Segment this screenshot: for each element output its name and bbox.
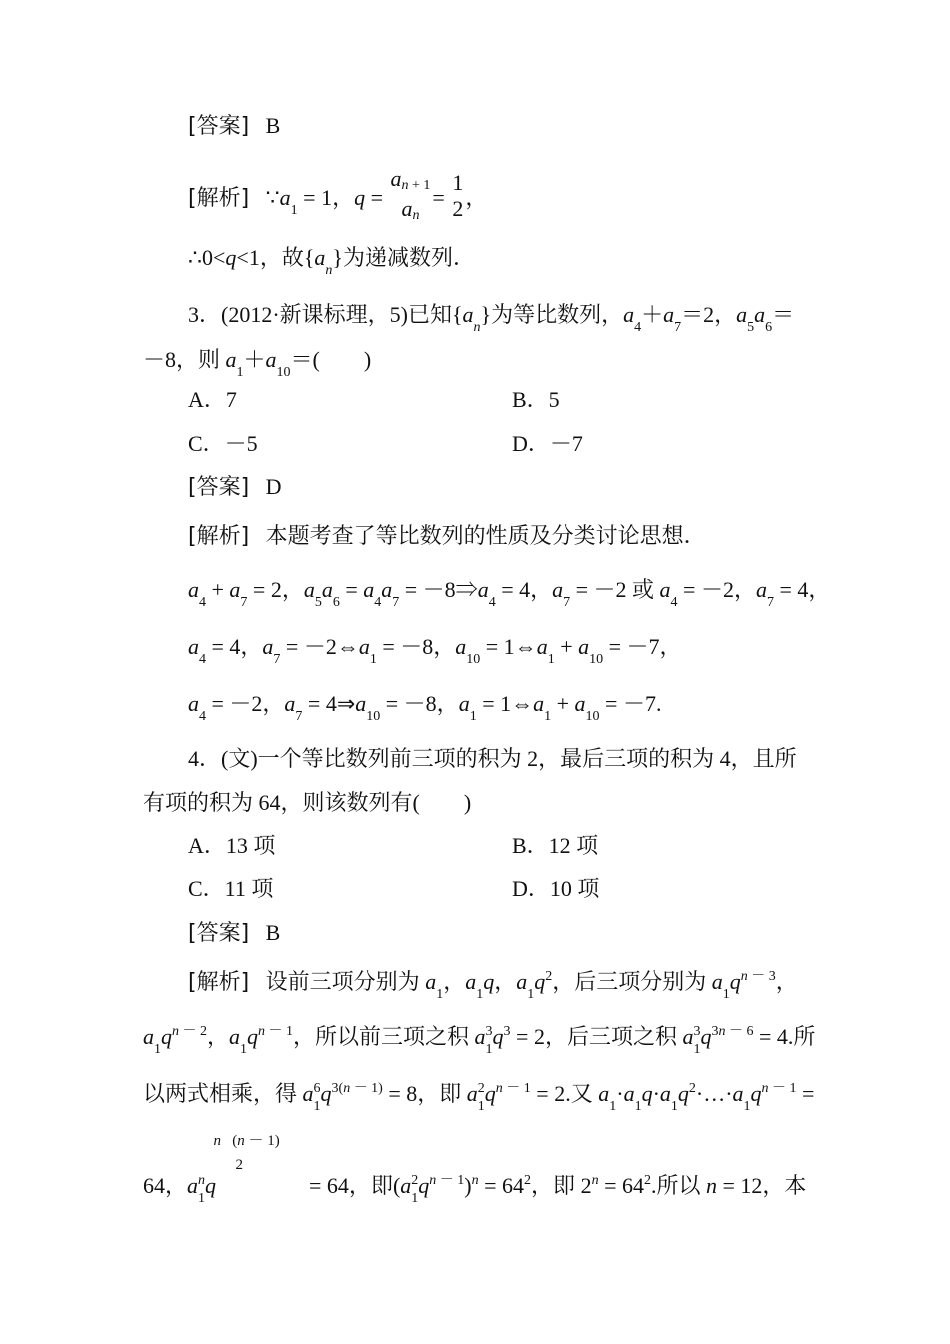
- solution-text: 本题考查了等比数列的性质及分类讨论思想．: [265, 524, 706, 549]
- solution-line-1: [188, 166, 488, 230]
- solution-case-line-2: $a_4 = 4$，$a_7$ = $-2\Leftrightarrow a_1 = -8$，$a_{10}$ = $1\Leftrightarrow a_1 + a_{10} = -7$，: [188, 634, 682, 667]
- solution-line-2: [188, 522, 706, 551]
- answer-value: B: [265, 920, 281, 945]
- option-c: C．－5: [188, 431, 258, 456]
- solution-case-line-3: $a_4 = -2$，$a_7$ = $4\Rightarrow a_{10} = -8$，$a_1$ = $1\Leftrightarrow a_1 + a_{10} = -7$.: [188, 691, 662, 724]
- answer-line-3: [188, 919, 280, 948]
- option-a: A．7: [188, 387, 237, 412]
- solution-tag: [解析]: [188, 524, 250, 549]
- answer-line-1: [188, 112, 280, 141]
- solution-line-3: [解析] 设前三项分别为 $a_1$，$a_1q$，$a_1q^2$，后三项分别为 $a_1q^{n - 3}$，: [188, 969, 798, 1002]
- solution-line-4: $a_1q^{n - 2}$，$a_1q^{n - 1}$，所以前三项之积 $a^3_1q^3 = 2$，后三项之积 $a^3_1q^{3n - 6} = 4$.所: [143, 1024, 816, 1057]
- answer-value: B: [265, 113, 281, 138]
- answer-tag: [答案]: [188, 921, 250, 946]
- option-c: C．11 项: [188, 876, 274, 901]
- solution-line-6: 64，$a^n_1q$ n (n － 1) 2 = 64，即$(a^2_1q^{n - 1})^n = 64^2$，即 $2^n = 64^2$.所以 n = 12，本: [143, 1133, 807, 1206]
- option-b: B．5: [512, 387, 560, 412]
- solution-tag: [解析]: [188, 970, 250, 995]
- option-a: A．13 项: [188, 833, 276, 858]
- question-4-line-2: 有项的积为 64，则该数列有( ): [143, 790, 472, 815]
- answer-line-2: [188, 473, 282, 502]
- question-3-line-2: －8，则 $a_1+a_{10}=$( ): [143, 347, 372, 380]
- answer-value: D: [265, 474, 282, 499]
- question-3-line-1: 3．(2012·新课标理，5)已知$\{a_n\}$为等比数列，$a_4+a_7=2$，$a_5a_6=$: [188, 302, 795, 335]
- option-d: D．－7: [512, 431, 583, 456]
- option-b: B．12 项: [512, 833, 599, 858]
- solution-conclusion: ∴0<q<1，故$\{a_n\}$为递减数列．: [188, 245, 475, 278]
- fraction-an1-an: an + 1 an: [390, 166, 431, 223]
- exponent-fraction: n (n － 1) 2: [213, 1133, 280, 1173]
- solution-tag: [解析]: [188, 186, 250, 212]
- solution-line-5: 以两式相乘，得 $a^6_1q^{3(n - 1)} = 8$，即 $a^2_1q^{n - 1} = 2$.又 $a_1\cdot a_1q\cdot a_1q^2\cdot\dots\cdot a_1q^{n - 1}$ =: [143, 1081, 815, 1114]
- solution-formula: $\because a_1 = 1$，q = an + 1 an = 1 2 ，: [266, 185, 488, 210]
- option-d: D．10 项: [512, 876, 600, 901]
- answer-tag: [答案]: [188, 114, 250, 139]
- question-4-line-1: 4．(文)一个等比数列前三项的积为 2，最后三项的积为 4，且所: [188, 746, 797, 771]
- answer-tag: [答案]: [188, 475, 250, 500]
- solution-case-line-1: $a_4 + a_7 = 2$，$a_5a_6 = a_4a_7$ = $-8\Rightarrow a_4 = 4$，$a_7 = -2$ 或 $a_4 = -2$，$a_7 = 4$，: [188, 577, 831, 610]
- fraction-one-half: 1 2: [452, 170, 464, 221]
